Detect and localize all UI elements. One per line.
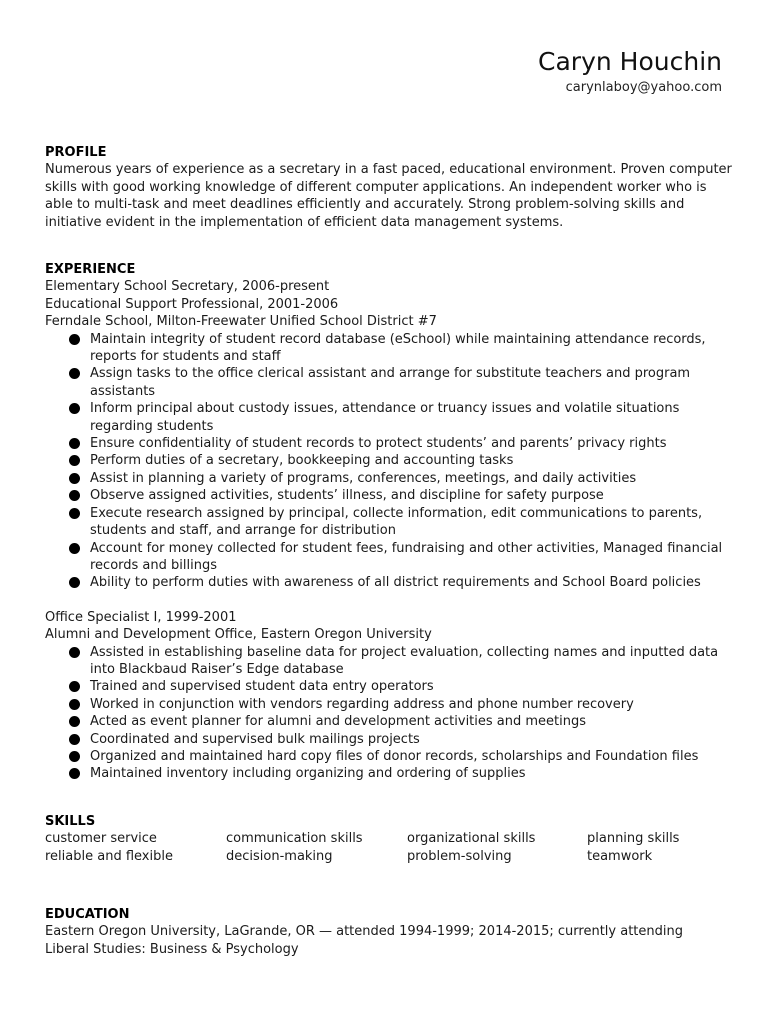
job-title: Office Specialist I, 1999-2001 (45, 609, 237, 625)
job-entry (45, 609, 722, 783)
resume-header (538, 46, 722, 96)
list-item (45, 574, 722, 591)
list-item-text: Worked in conjunction with vendors regarding address and phone number recovery (90, 696, 634, 712)
education-line: Liberal Studies: Business & Psychology (45, 941, 299, 957)
list-item (45, 365, 722, 400)
list-item-text: Ensure confidentiality of student records to protect students’ and parents’ privacy rights (90, 436, 667, 452)
list-item-text: assistants (90, 383, 156, 399)
list-item (45, 765, 722, 782)
candidate-name: Caryn Houchin (538, 47, 722, 76)
job-employer: Alumni and Development Office, Eastern Oregon University (45, 627, 432, 643)
experience-heading: EXPERIENCE (45, 262, 136, 277)
list-item (45, 435, 722, 452)
list-item (45, 400, 722, 435)
list-item-text: regarding students (90, 418, 214, 434)
list-item-text: Assisted in establishing baseline data for project evaluation, collecting names and inputted data (90, 644, 719, 660)
list-item-text: Assist in planning a variety of programs, conferences, meetings, and daily activities (90, 470, 637, 486)
list-item (45, 644, 722, 679)
list-item-text: Maintain integrity of student record database (eSchool) while maintaining attendance records, (90, 331, 706, 347)
list-item-text: Organized and maintained hard copy files of donor records, scholarships and Foundation files (90, 748, 699, 764)
skills-grid (45, 830, 722, 865)
list-item (45, 487, 722, 504)
list-item (45, 678, 722, 695)
job-duties-list (45, 331, 722, 592)
list-item-text: Perform duties of a secretary, bookkeeping and accounting tasks (90, 453, 514, 469)
job-entry (45, 278, 722, 591)
profile-heading: PROFILE (45, 145, 107, 160)
list-item-text: Ability to perform duties with awareness of all district requirements and School Board policies (90, 575, 701, 591)
skills-section (45, 813, 722, 865)
list-item-text: Acted as event planner for alumni and development activities and meetings (90, 714, 587, 730)
list-item-text: Coordinated and supervised bulk mailings projects (90, 731, 420, 747)
list-item (45, 696, 722, 713)
profile-section (45, 144, 732, 231)
skill-item: organizational skills (407, 831, 536, 847)
skills-heading: SKILLS (45, 814, 96, 829)
list-item-text: Trained and supervised student data entry operators (90, 679, 434, 695)
list-item (45, 505, 722, 540)
profile-line: skills with good working knowledge of different computer applications. An independent worker who is (45, 179, 707, 195)
profile-line: able to multi-task and meet deadlines efficiently and accurately. Strong problem-solving skills and (45, 197, 685, 213)
job-title: Elementary School Secretary, 2006-present (45, 279, 330, 295)
skill-item: teamwork (587, 848, 653, 864)
candidate-email: carynlaboy@yahoo.com (565, 80, 722, 95)
list-item-text: Inform principal about custody issues, attendance or truancy issues and volatile situations (90, 401, 680, 417)
experience-section (45, 261, 722, 783)
job-duties-list (45, 644, 722, 783)
list-item-text: students and staff, and arrange for distribution (90, 523, 396, 539)
list-item (45, 452, 722, 469)
list-item-text: Execute research assigned by principal, collecte information, edit communications to parents, (90, 505, 703, 521)
list-item-text: Account for money collected for student fees, fundraising and other activities, Managed financial (90, 540, 723, 556)
job-employer: Ferndale School, Milton-Freewater Unified School District #7 (45, 314, 437, 330)
list-item-text: Assign tasks to the office clerical assistant and arrange for substitute teachers and program (90, 366, 691, 382)
list-item-text: into Blackbaud Raiser’s Edge database (90, 661, 344, 677)
education-line: Eastern Oregon University, LaGrande, OR — attended 1994-1999; 2014-2015; currently attending (45, 924, 683, 940)
profile-line: Numerous years of experience as a secretary in a fast paced, educational environment. Proven computer (45, 162, 732, 178)
skill-item: problem-solving (407, 848, 512, 864)
spacer (45, 592, 722, 609)
list-item (45, 713, 722, 730)
list-item (45, 470, 722, 487)
education-section (45, 906, 722, 958)
job-title: Educational Support Professional, 2001-2006 (45, 296, 339, 312)
list-item (45, 748, 722, 765)
skill-item: customer service (45, 831, 157, 847)
skill-item: communication skills (226, 831, 363, 847)
list-item-text: Observe assigned activities, students’ illness, and discipline for safety purpose (90, 488, 604, 504)
list-item-text: Maintained inventory including organizing and ordering of supplies (90, 766, 526, 782)
skill-item: decision-making (226, 848, 333, 864)
list-item (45, 540, 722, 575)
profile-line: initiative evident in the implementation of efficient data management systems. (45, 214, 564, 230)
list-item-text: records and billings (90, 557, 217, 573)
skill-item: planning skills (587, 831, 680, 847)
education-heading: EDUCATION (45, 907, 130, 922)
skill-item: reliable and flexible (45, 848, 173, 864)
list-item (45, 731, 722, 748)
list-item (45, 331, 722, 366)
list-item-text: reports for students and staff (90, 349, 281, 365)
